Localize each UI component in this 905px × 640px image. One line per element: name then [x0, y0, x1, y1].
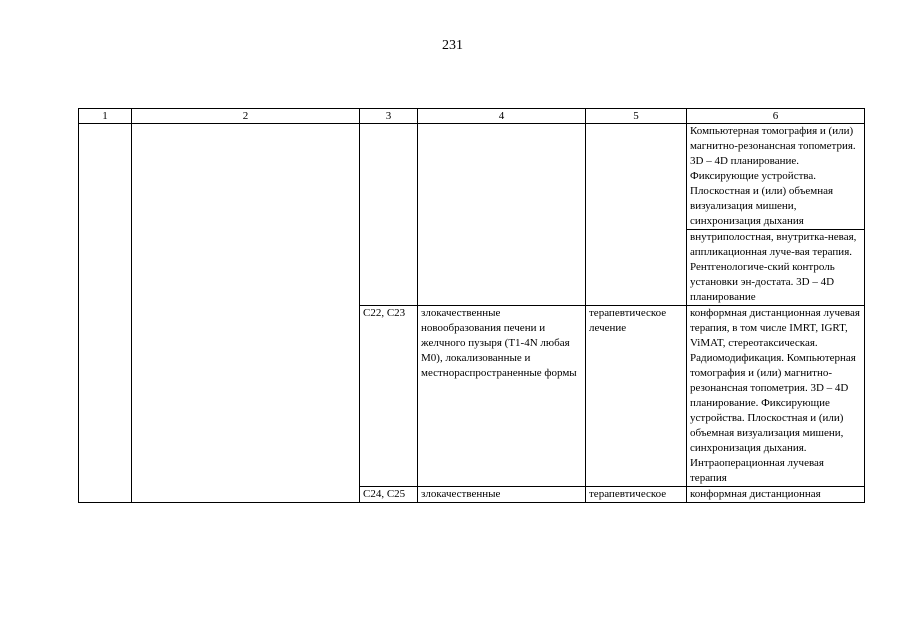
cell-code: C22, C23 [360, 306, 418, 487]
cell-code-empty [360, 124, 418, 306]
table-row [79, 124, 865, 230]
cell-method: конформная дистанционная лучевая терапия, в том числе IMRT, IGRT, ViMAT, стереотаксическая. Радиомодификация. Компьютерная томография и (или) магнитно-резонансная топометрия. 3D – 4D планирование. Фиксирующие устройства. Плоскостная и (или) объемная визуализация мишени, синхронизация дыхания. Интраоперационная лучевая терапия [687, 306, 865, 487]
column-header-1: 1 [79, 109, 132, 124]
cell-treatment: терапевтическое [586, 487, 687, 503]
cell-col1-empty [79, 124, 132, 503]
column-header-2: 2 [132, 109, 360, 124]
cell-method: конформная дистанционная [687, 487, 865, 503]
treatment-table [78, 108, 865, 503]
column-header-3: 3 [360, 109, 418, 124]
page-number: 231 [442, 38, 463, 53]
column-header-4: 4 [418, 109, 586, 124]
column-header-5: 5 [586, 109, 687, 124]
column-header-6: 6 [687, 109, 865, 124]
cell-diagnosis-empty [418, 124, 586, 306]
cell-method-brachytherapy: внутриполостная, внутритка-невая, аппликационная луче-вая терапия. Рентгенологиче-ский контроль установки эн-достата. 3D – 4D планирование [687, 230, 865, 306]
cell-diagnosis: злокачественные [418, 487, 586, 503]
cell-col2-empty [132, 124, 360, 503]
cell-code: C24, C25 [360, 487, 418, 503]
cell-method-continued: Компьютерная томография и (или) магнитно-резонансная топометрия. 3D – 4D планирование. Фиксирующие устройства. Плоскостная и (или) объемная визуализация мишени, синхронизация дыхания [687, 124, 865, 230]
cell-diagnosis: злокачественные новообразования печени и желчного пузыря (T1-4N любая M0), локализованные и местнораспространенные формы [418, 306, 586, 487]
cell-treatment: терапевтическое лечение [586, 306, 687, 487]
table-header-row [79, 109, 865, 124]
cell-treatment-empty [586, 124, 687, 306]
